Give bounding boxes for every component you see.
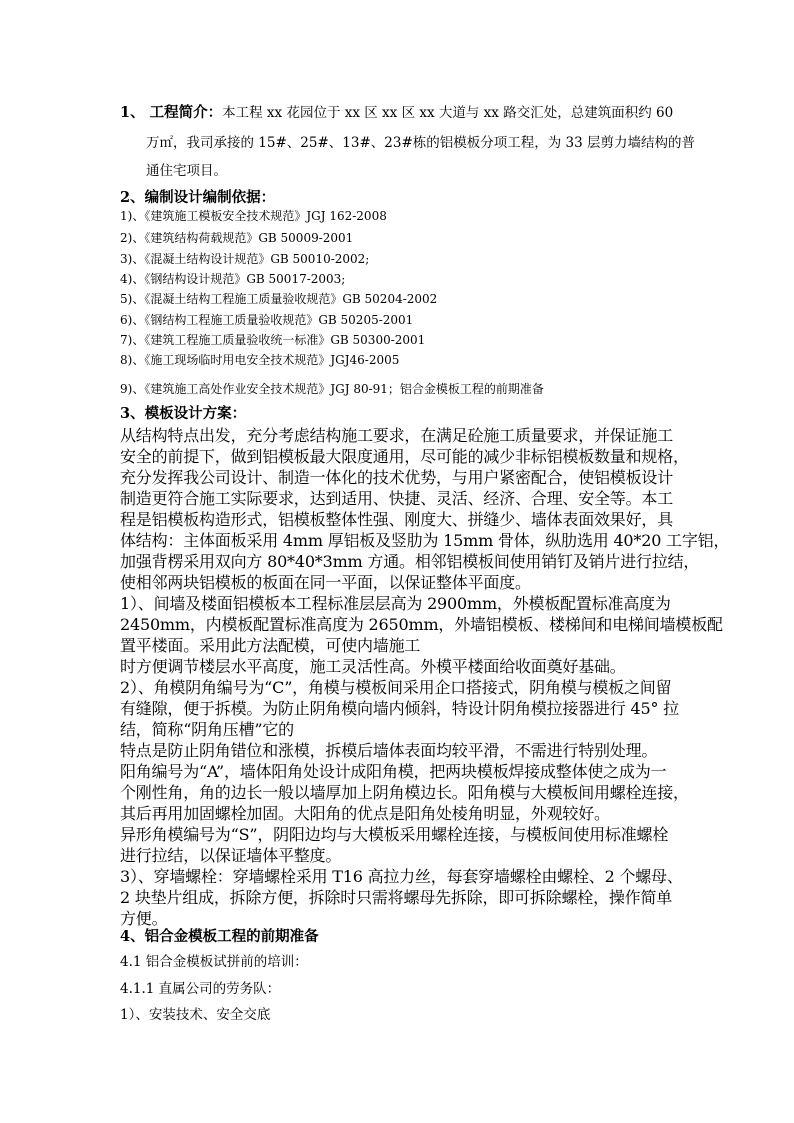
body-line: 制造更符合施工实际要求，达到适用、快捷、灵活、经济、合理、安全等。本工 [120, 489, 674, 508]
body-line: 1）、间墙及楼面铝模板本工程标准层层高为 2900mm，外模板配置标准高度为 [120, 594, 671, 613]
section1-line1 [120, 101, 673, 122]
reference-item: 7)、《建筑工程施工质量验收统一标准》GB 50300-2001 [120, 333, 426, 347]
body-line: 程是铝模板构造形式，铝模板整体性强、刚度大、拼缝少、墙体表面效果好，具 [120, 510, 674, 529]
body-line: 2 块垫片组成，拆除方便，拆除时只需将螺母先拆除，即可拆除螺栓，操作简单 [120, 888, 673, 907]
section1-text-line3: 通住宅项目。 [146, 163, 227, 179]
body-line: 时方便调节楼层水平高度，施工灵活性高。外模平楼面给收面奠好基础。 [120, 657, 626, 676]
body-line: 使相邻两块铝模板的板面在同一平面，以保证整体平面度。 [120, 573, 531, 592]
body-line: 充分发挥我公司设计、制造一体化的技术优势，与用户紧密配合，使铝模板设计 [120, 468, 674, 487]
section4-heading: 4、铝合金模板工程的前期准备 [120, 928, 319, 945]
body-line: 加强背楞采用双向方 80*40*3mm 方通。相邻铝模板间使用销钉及销片进行拉结， [120, 552, 700, 571]
body-line: 3）、穿墙螺栓：穿墙螺栓采用 T16 高拉力丝，每套穿墙螺栓由螺栓、2 个螺母、 [120, 867, 683, 886]
section1-heading: 1、 工程简介： [120, 104, 223, 121]
reference-item: 8)、《施工现场临时用电安全技术规范》JGJ46-2005 [120, 353, 400, 367]
body-line: 2450mm，内模板配置标准高度为 2650mm，外墙铝模板、楼梯间和电梯间墙模板配 [120, 615, 723, 634]
body-line: 2）、角模阴角编号为“C”，角模与模板间采用企口搭接式，阴角模与模板之间留 [120, 678, 672, 697]
body-line: 4.1 铝合金模板试拼前的培训： [120, 954, 308, 970]
body-line: 体结构：主体面板采用 4mm 厚铝板及竖肋为 15mm 骨体，纵肋选用 40*20 工字铝， [120, 531, 730, 550]
body-line: 置平楼面。采用此方法配模，可使内墙施工 [120, 636, 421, 655]
body-line: 阳角编号为“A”，墙体阳角处设计成阳角模，把两块模板焊接成整体使之成为一 [120, 762, 667, 781]
body-line: 安全的前提下，做到铝模板最大限度通用，尽可能的减少非标铝模板数量和规格， [120, 447, 689, 466]
section1-text-line2: 万㎡，我司承接的 15#、25#、13#、23#栋的铝模板分项工程，为 33 层剪力墙结构的普 [146, 135, 696, 151]
reference-item: 1)、《建筑施工模板安全技术规范》JGJ 162-2008 [120, 209, 387, 223]
section2-heading: 2、编制设计编制依据： [120, 189, 276, 206]
section3-heading: 3、模板设计方案： [120, 405, 247, 422]
body-line: 进行拉结，以保证墙体平整度。 [120, 846, 342, 865]
body-line: 有缝隙，便于拆模。为防止阴角模向墙内倾斜，特设计阴角模拉接器进行 45° 拉 [120, 699, 679, 718]
body-line: 1）、安装技术、安全交底 [120, 1007, 271, 1023]
reference-item: 5)、《混凝土结构工程施工质量验收规范》GB 50204-2002 [120, 292, 438, 306]
body-line: 其后再用加固螺栓加固。大阳角的优点是阳角处棱角明显，外观较好。 [120, 804, 610, 823]
reference-item: 9)、《建筑施工高处作业安全技术规范》JGJ 80-91；铝合金模板工程的前期准备 [120, 382, 544, 396]
body-line: 特点是防止阴角错位和涨模，拆模后墙体表面均较平滑，不需进行特别处理。 [120, 741, 658, 760]
section1-text-line1: 本工程 xx 花园位于 xx 区 xx 区 xx 大道与 xx 路交汇处，总建筑面积约 60 [222, 105, 674, 121]
reference-item: 3)、《混凝土结构设计规范》GB 50010-2002; [120, 252, 370, 266]
body-line: 从结构特点出发，充分考虑结构施工要求，在满足砼施工质量要求，并保证施工 [120, 426, 674, 445]
body-line: 4.1.1 直属公司的劳务队： [120, 981, 281, 997]
reference-item: 2)、《建筑结构荷载规范》GB 50009-2001 [120, 231, 354, 245]
reference-item: 6)、《钢结构工程施工质量验收规范》GB 50205-2001 [120, 313, 414, 327]
body-line: 方便。 [120, 909, 168, 928]
body-line: 个刚性角，角的边长一般以墙厚加上阴角模边长。阳角模与大模板间用螺栓连接， [120, 783, 689, 802]
reference-item: 4)、《钢结构设计规范》GB 50017-2003; [120, 272, 346, 286]
body-line: 异形角模编号为“S”，阴阳边均与大模板采用螺栓连接，与模板间使用标准螺栓 [120, 825, 669, 844]
body-line: 结，简称“阴角压槽”它的 [120, 720, 294, 739]
